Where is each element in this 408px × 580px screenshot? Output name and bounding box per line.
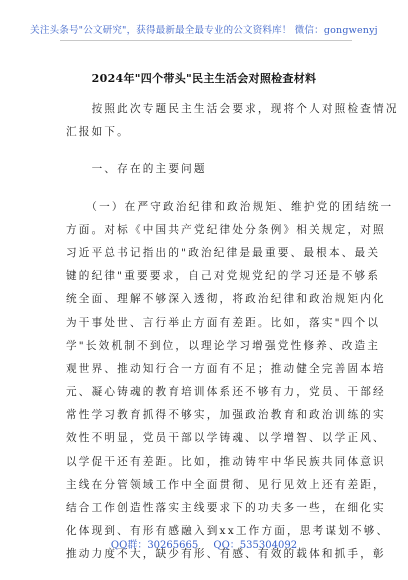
body-paragraph <box>66 196 394 567</box>
text-line: 结合工作创造性落实主线要求下的功夫多一些，在细化实 <box>66 502 386 514</box>
text-line: 按照此次专题民主生活会要求，现将个人对照检查情况 <box>66 103 399 115</box>
section-heading: 一、存在的主要问题 <box>66 163 207 176</box>
text-line: （一）在严守政治纪律和政治规矩、维护党的团结统一 <box>66 200 394 213</box>
text-line: 主线在分管领域工作中全面贯彻、见行见效上还有差距， <box>66 478 386 491</box>
paragraph-gap <box>66 182 342 196</box>
text-line: 推动力度不大，缺少有形、有感、有效的载体和抓手，彰 <box>66 548 386 561</box>
text-line: 常性学习教育抓得不够实，加强政治教育和政治训练的实 <box>66 409 386 422</box>
header-banner: 关注头条号"公文研究"，获得最新最全最专业的公文资料库！ 微信：gongwenyj <box>30 25 378 36</box>
text-line: 学"长效机制不到位，以理论学习增强党性修养、改造主 <box>66 339 381 352</box>
header-divider <box>60 40 352 41</box>
intro-paragraph <box>66 98 399 144</box>
qq-group-text: QQ群：30265665 <box>110 540 199 551</box>
text-line: 化体现到、有形有感融入到xx工作方面，思考谋划不够、 <box>66 525 390 538</box>
text-line: 习近平总书记指出的"政治纪律是最重要、最根本、最关 <box>66 246 381 259</box>
text-line: 方面。对标《中国共产党纪律处分条例》相关规定，对照 <box>66 223 386 236</box>
text-line: 为干事处世、言行举止方面有差距。比如，落实"四个以 <box>66 316 381 329</box>
text-line: 效性不明显，党员干部以学铸魂、以学增智、以学正风、 <box>66 432 386 445</box>
qq-number-text: QQ：535304092 <box>213 540 298 551</box>
document-body <box>66 98 399 567</box>
text-line: 观世界、推动知行合一方面有不足；推动健全完善固本培 <box>66 362 386 375</box>
text-line: 统全面、理解不够深入透彻，将政治纪律和政治规矩内化 <box>66 293 386 306</box>
text-line: 汇报如下。 <box>66 126 130 139</box>
footer-contact <box>0 536 408 551</box>
text-line: 元、凝心铸魂的教育培训体系还不够有力，党员、干部经 <box>66 386 386 399</box>
text-line: 以学促干还有差距。比如，推动铸牢中华民族共同体意识 <box>66 455 386 468</box>
document-title: 2024年"四个带头"民主生活会对照检查材料 <box>91 72 317 85</box>
text-line: 键的纪律"重要要求，自己对党规党纪的学习还是不够系 <box>66 270 381 283</box>
paragraph-gap <box>66 144 342 158</box>
